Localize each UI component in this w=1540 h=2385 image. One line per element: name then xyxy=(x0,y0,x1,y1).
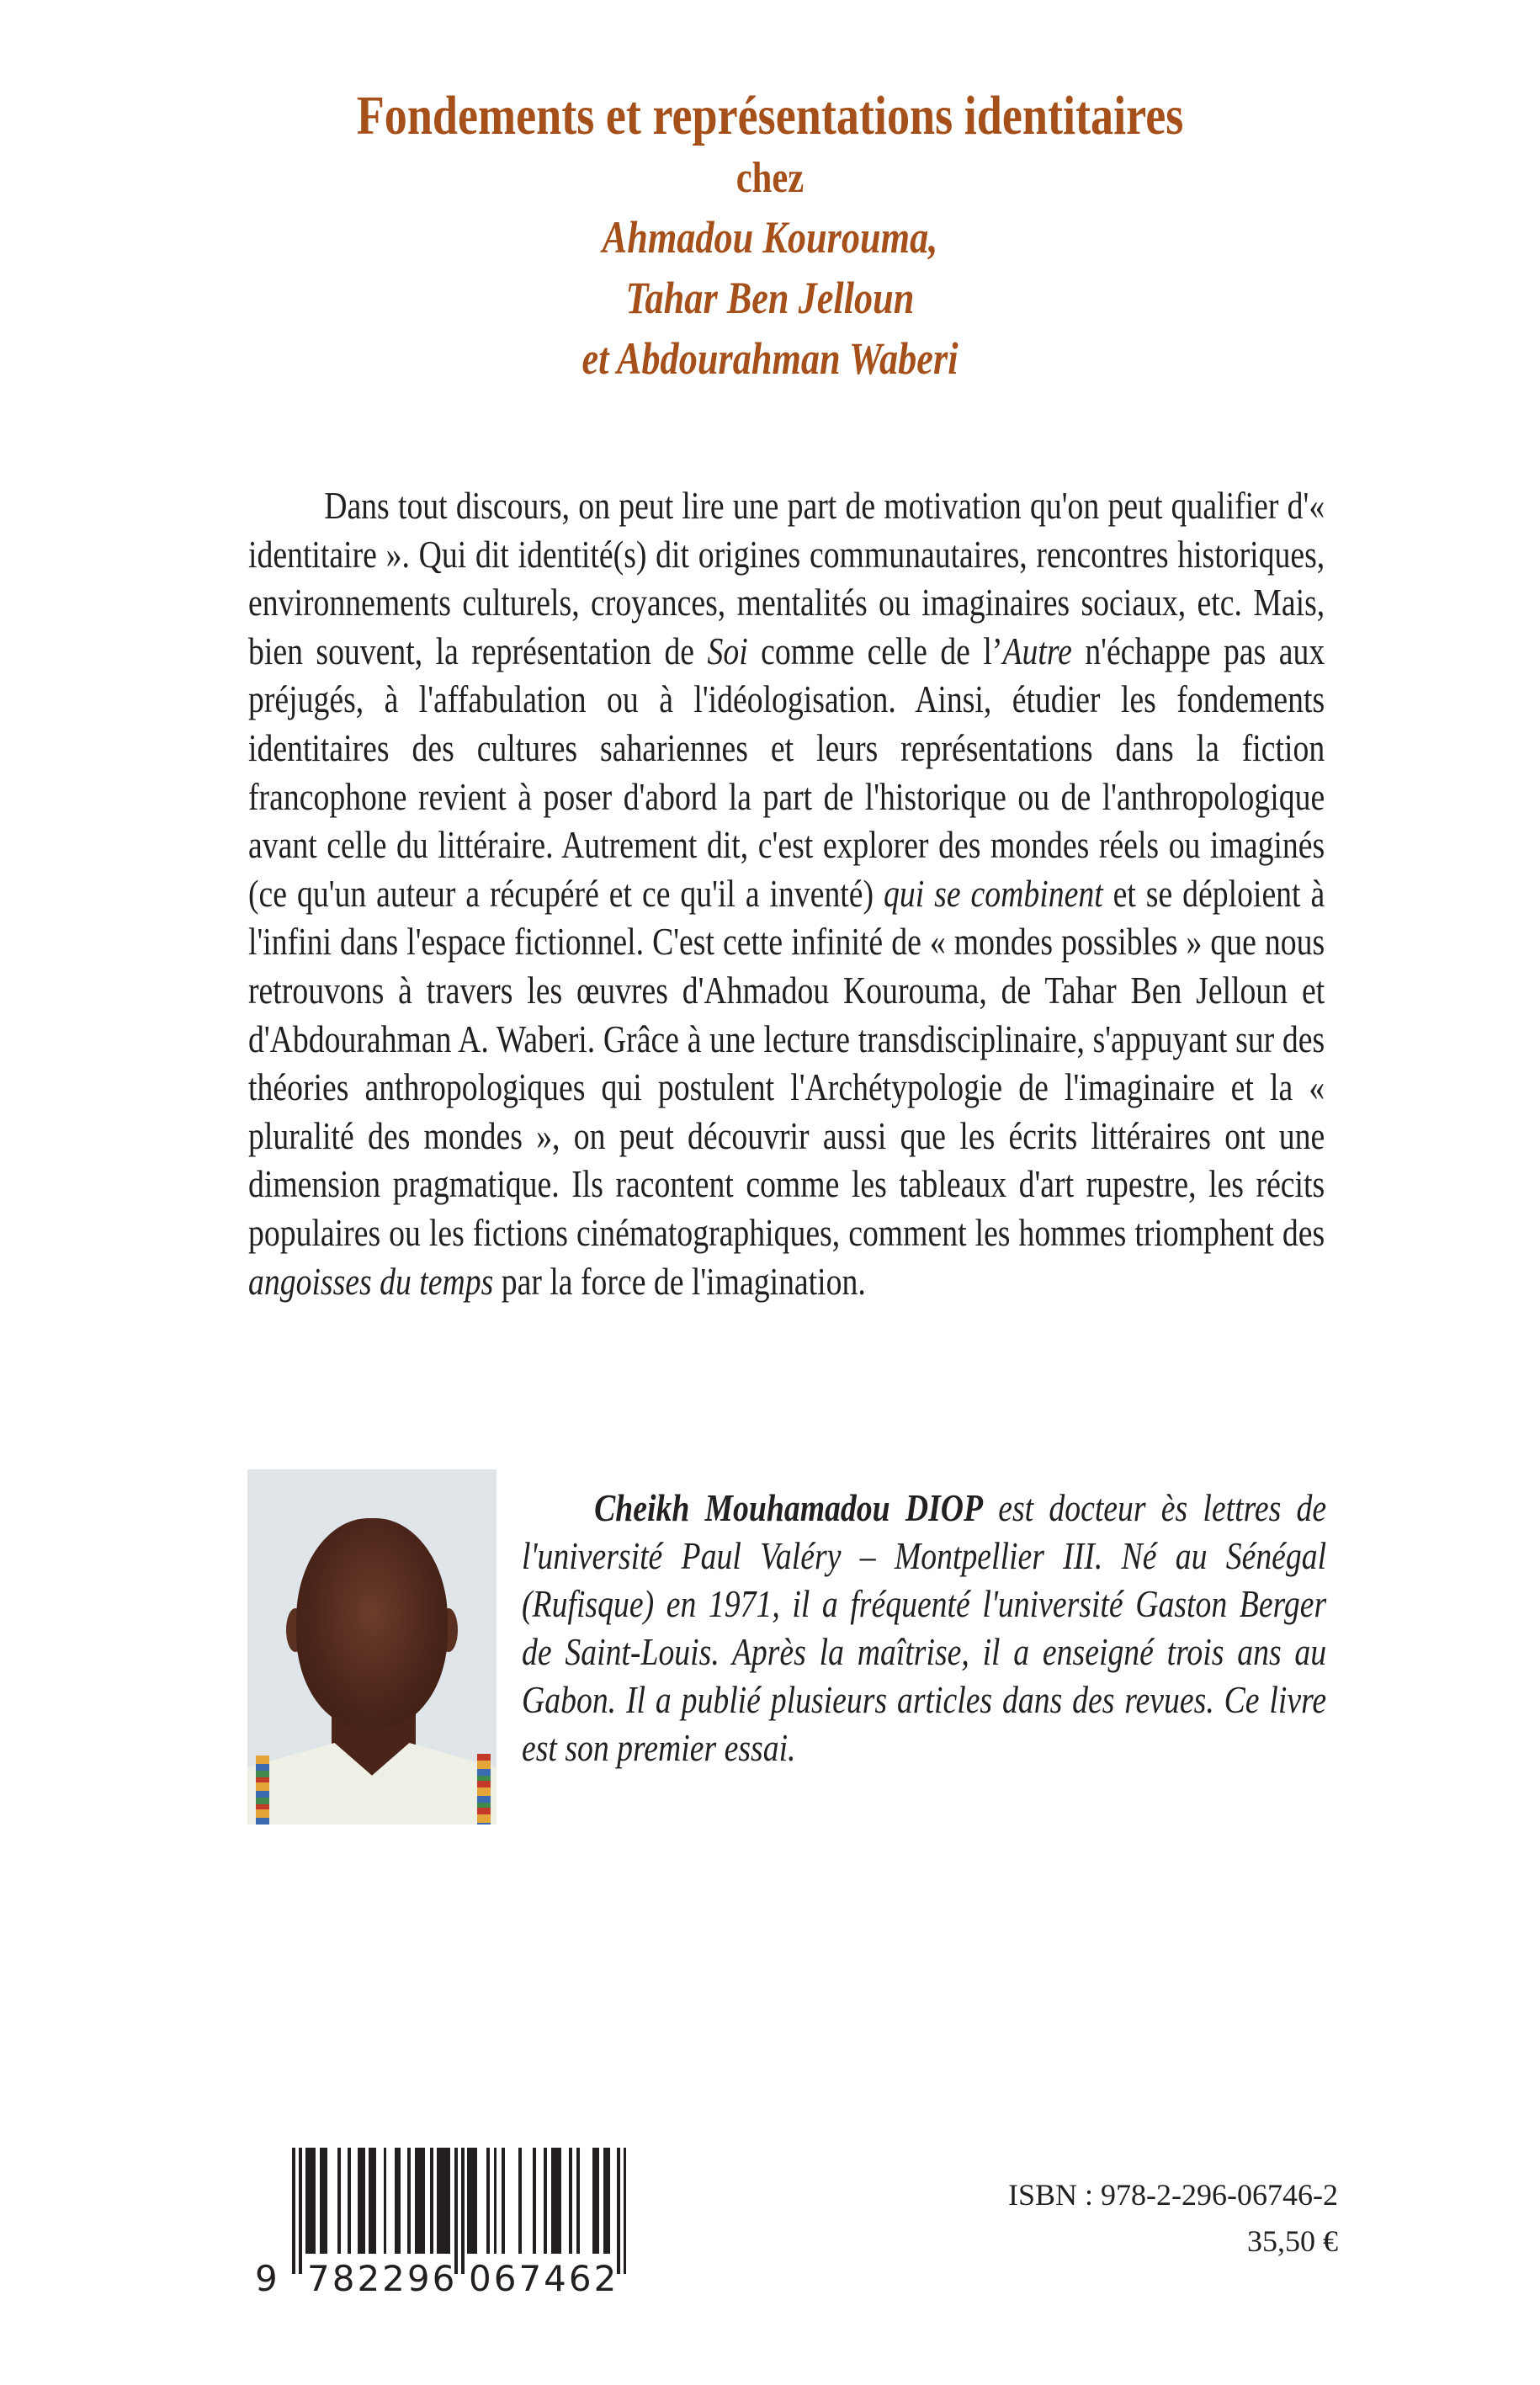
author-bio xyxy=(522,1484,1326,1771)
author-bio-text: est docteur ès lettres de l'université Paul Valéry – Montpellier III. Né au Sénégal (Rufisque) en 1971, il a fréquenté l'université Gaston Berger de Saint-Louis. Après la maîtrise, il a enseigné trois ans au Gabon. Il a publié plusieurs articles dans des revues. Ce livre est son premier essai. xyxy=(522,1486,1327,1769)
isbn-barcode xyxy=(240,2148,644,2303)
author-bio-paragraph xyxy=(522,1484,1326,1771)
title-chez: chez xyxy=(735,154,805,202)
summary-segment-italic: Autre xyxy=(1002,629,1072,672)
summary-segment: Dans tout discours, on peut lire une part de motivation qu'on peut qualifier d'« identitaire ». Qui dit identité(s) dit origines communautaires, rencontres historiques, environnements culturels, croyances, mentalités ou imaginaires sociaux, etc. Mais, bien souvent, la représentation de xyxy=(248,484,1325,672)
summary-segment: n'échappe pas aux préjugés, à l'affabulation ou à l'idéologisation. Ainsi, étudier les fondements identitaires des cultures sahariennes et leurs représentations dans la fiction francophone revient à poser d'abord la part de l'historique ou de l'anthropologique avant celle du littéraire. Autrement dit, c'est explorer des mondes réels ou imaginés (ce qu'un auteur a récupéré et ce qu'il a inventé) xyxy=(248,629,1325,915)
summary-segment-italic: angoisses du temps xyxy=(248,1259,494,1303)
portrait-kente-stripe-left xyxy=(256,1756,269,1825)
author-name: Cheikh Mouhamadou DIOP xyxy=(594,1486,984,1529)
portrait-kente-stripe-right xyxy=(477,1754,491,1825)
author-photo xyxy=(247,1469,497,1825)
barcode-lead-digit: 9 xyxy=(255,2258,278,2299)
summary-segment: par la force de l'imagination. xyxy=(493,1259,866,1303)
title-author-1: Ahmadou Kourouma, xyxy=(602,212,938,263)
summary-segment-italic: qui se combinent xyxy=(884,871,1103,915)
title-block xyxy=(0,82,1540,389)
title-author-2: Tahar Ben Jelloun xyxy=(625,273,915,323)
summary-text xyxy=(248,481,1325,1305)
title-author-3: et Abdourahman Waberi xyxy=(581,333,959,384)
barcode-icon xyxy=(240,2148,644,2303)
summary-segment: et se déploient à l'infini dans l'espace fictionnel. C'est cette infinité de « mondes possibles » que nous retrouvons à travers les œuvres d'Ahmadou Kourouma, de Tahar Ben Jelloun et d'Abdourahman A. Waberi. Grâce à une lecture transdisciplinaire, s'appuyant sur des théories anthropologiques qui postulent l'Archétypologie de l'imaginaire et la « pluralité des mondes », on peut découvrir aussi que les écrits littéraires ont une dimension pragmatique. Ils racontent comme les tableaux d'art rupestre, les récits populaires ou les fictions cinématographiques, comment les hommes triomphent des xyxy=(248,871,1325,1254)
barcode-left-digits: 782296 xyxy=(307,2258,458,2299)
barcode-right-digits: 067462 xyxy=(469,2258,619,2299)
book-title: Fondements et représentations identitaires xyxy=(356,85,1184,146)
portrait-face xyxy=(296,1518,448,1729)
price: 35,50 € xyxy=(1247,2224,1338,2258)
summary-segment-italic: Soi xyxy=(707,629,748,672)
summary-paragraph xyxy=(248,481,1325,1305)
isbn-number: ISBN : 978-2-296-06746-2 xyxy=(1008,2178,1338,2212)
summary-segment: comme celle de l’ xyxy=(747,629,1003,672)
